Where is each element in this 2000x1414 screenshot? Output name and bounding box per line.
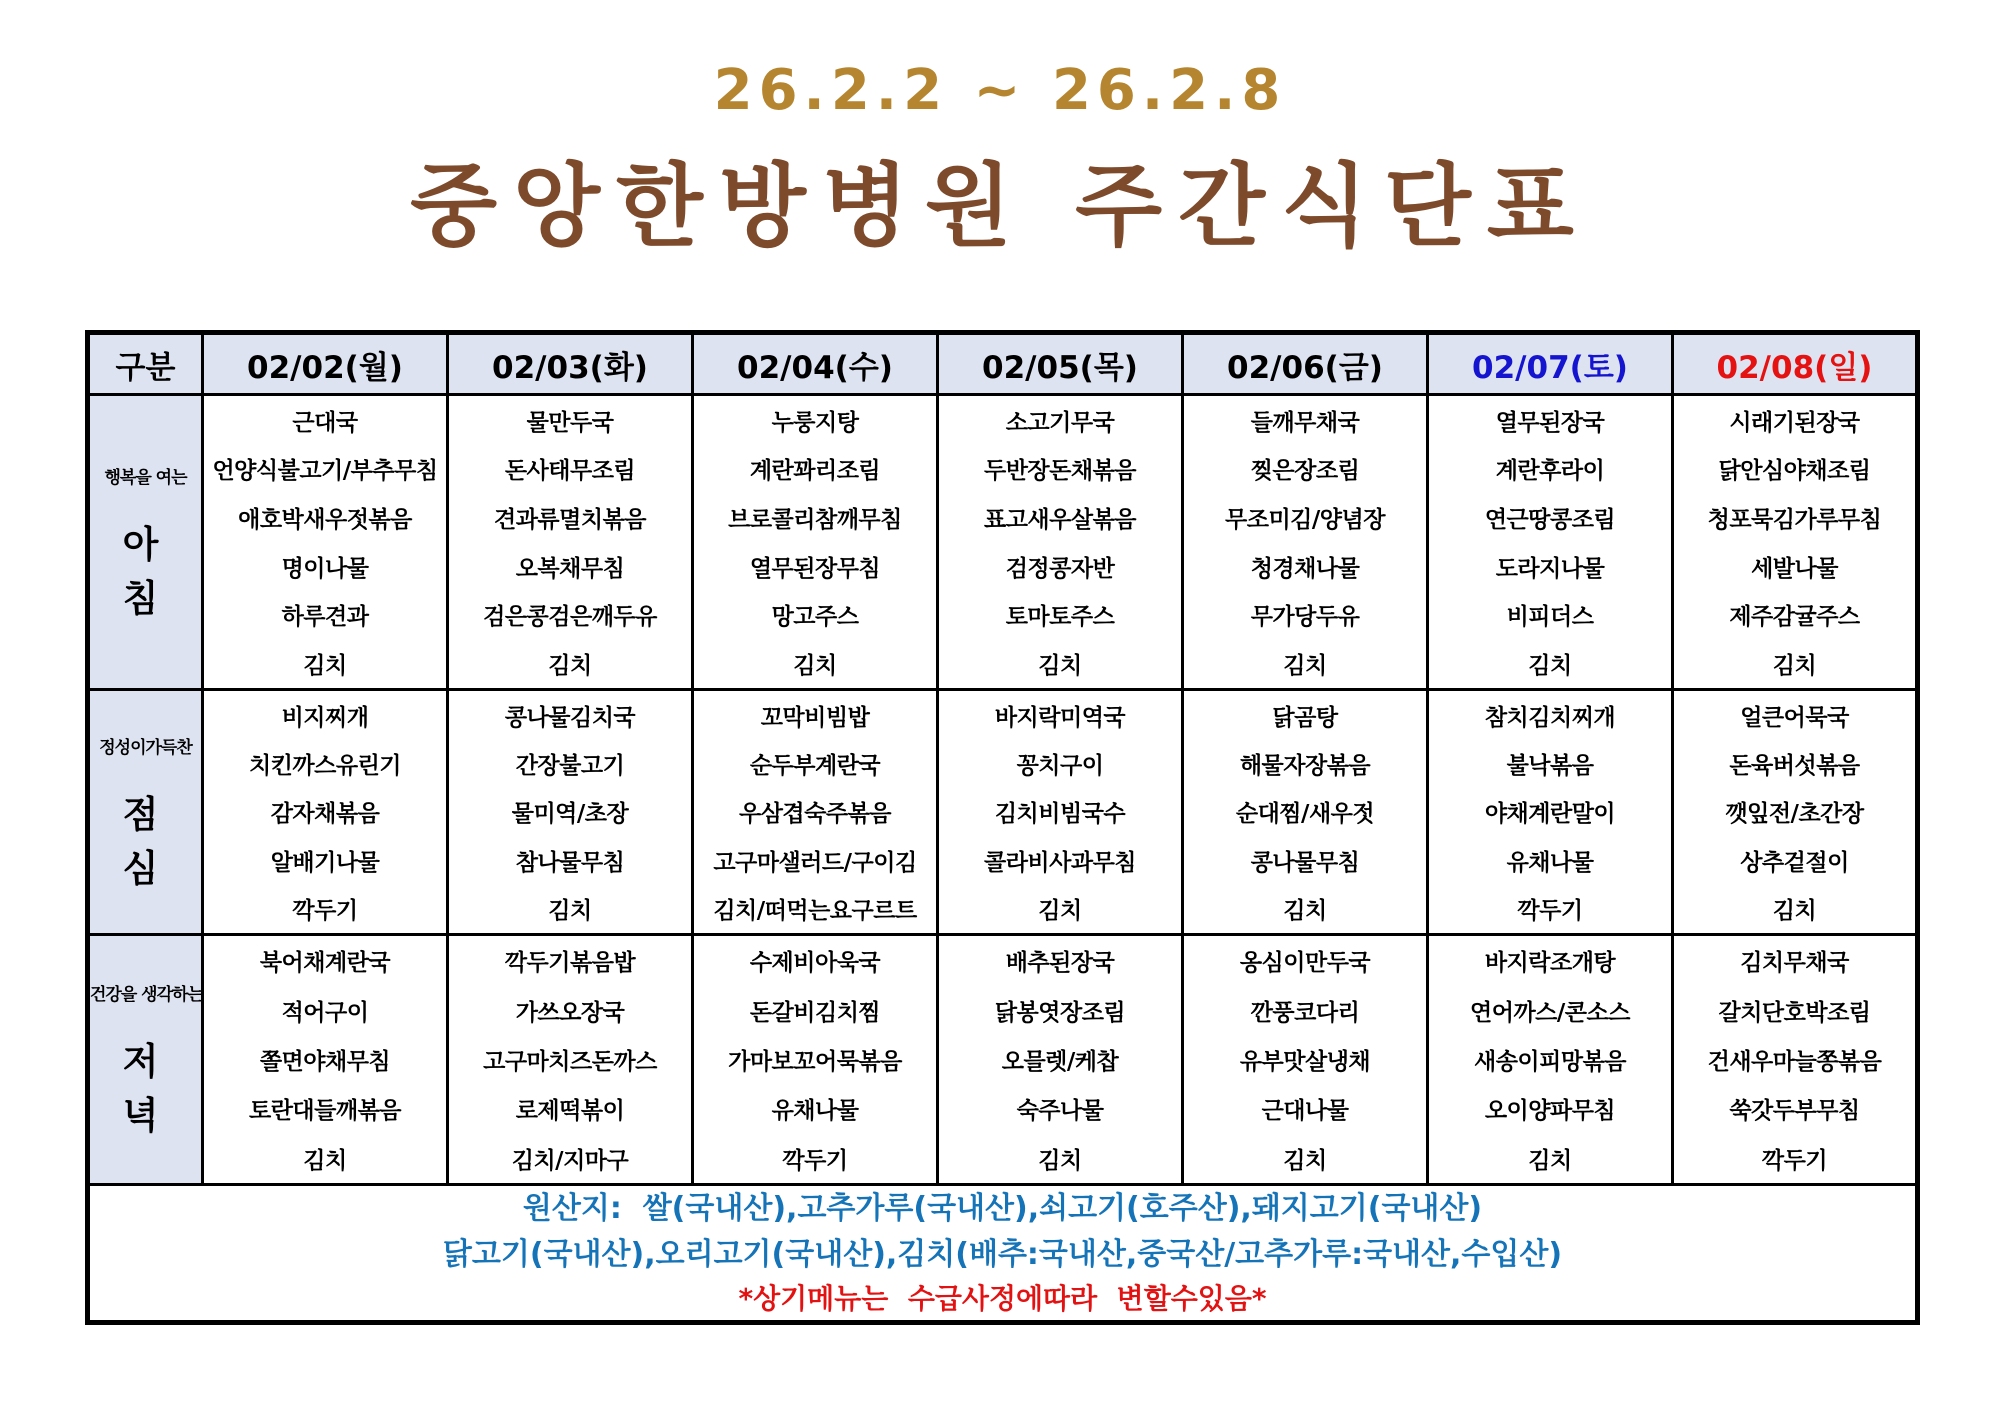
origin-info-cell bbox=[88, 1185, 1918, 1323]
menu-item: 해물자장볶음 bbox=[1239, 753, 1371, 780]
day-header-fri: 02/06(금) bbox=[1183, 333, 1428, 395]
menu-item: 언양식불고기/부추무침 bbox=[212, 458, 438, 485]
menu-item: 검은콩검은깨두유 bbox=[483, 604, 657, 631]
menu-item: 김치 bbox=[1528, 1147, 1572, 1174]
dinner-wed-cell bbox=[693, 935, 938, 1185]
menu-item: 세발나물 bbox=[1751, 555, 1838, 582]
menu-item: 표고새우살볶음 bbox=[983, 507, 1137, 534]
menu-item: 간장불고기 bbox=[515, 753, 625, 780]
menu-item: 고구마샐러드/구이김 bbox=[713, 849, 917, 876]
breakfast-sat-cell bbox=[1428, 395, 1673, 690]
menu-item: 김치 bbox=[1772, 898, 1817, 925]
menu-item: 쑥갓두부무침 bbox=[1729, 1098, 1860, 1125]
menu-item: 시래기된장국 bbox=[1729, 409, 1860, 436]
breakfast-thu-cell bbox=[938, 395, 1183, 690]
dinner-tagline: 건강을 생각하는 bbox=[90, 985, 203, 1005]
menu-item: 김치 bbox=[1038, 898, 1082, 925]
menu-item: 숙주나물 bbox=[1016, 1098, 1104, 1125]
menu-item: 야채계란말이 bbox=[1484, 801, 1616, 828]
breakfast-tue-cell bbox=[448, 395, 693, 690]
menu-item: 닭안심야채조림 bbox=[1718, 458, 1871, 485]
menu-item: 건새우마늘쫑볶음 bbox=[1707, 1048, 1882, 1075]
menu-item: 김치무채국 bbox=[1740, 950, 1849, 977]
menu-item: 갈치단호박조림 bbox=[1718, 999, 1871, 1026]
menu-item: 유채나물 bbox=[1506, 849, 1594, 876]
breakfast-tagline: 행복을 여는 bbox=[104, 467, 187, 488]
origin-line-1: 원산지: 쌀(국내산),고추가루(국내산),쇠고기(호주산),돼지고기(국내산) bbox=[522, 1191, 1483, 1226]
menu-item: 상추겉절이 bbox=[1740, 849, 1849, 876]
menu-item: 콩나물김치국 bbox=[504, 704, 636, 731]
menu-item: 김치/지마구 bbox=[511, 1147, 629, 1174]
menu-item: 애호박새우젓볶음 bbox=[238, 507, 412, 534]
menu-item: 우삼겹숙주볶음 bbox=[738, 801, 892, 828]
lunch-fri-cell bbox=[1183, 690, 1428, 935]
menu-item: 돈갈비김치찜 bbox=[749, 999, 881, 1026]
menu-item: 비지찌개 bbox=[281, 704, 369, 731]
menu-item: 돈육버섯볶음 bbox=[1729, 753, 1860, 780]
menu-item: 김치/떠먹는요구르트 bbox=[713, 898, 917, 925]
menu-item: 감자채볶음 bbox=[270, 801, 380, 828]
menu-item: 열무된장무침 bbox=[749, 555, 881, 582]
menu-item: 얼큰어묵국 bbox=[1740, 704, 1849, 731]
menu-item: 가마보꼬어묵볶음 bbox=[728, 1048, 902, 1075]
lunch-row bbox=[88, 690, 1918, 935]
footer-row bbox=[88, 1185, 1918, 1323]
menu-item: 연근땅콩조림 bbox=[1484, 507, 1616, 534]
row-label-dinner bbox=[88, 935, 203, 1185]
menu-item: 참치김치찌개 bbox=[1484, 704, 1616, 731]
menu-item: 깍두기볶음밥 bbox=[504, 950, 636, 977]
dinner-name: 저 녁 bbox=[122, 1040, 169, 1137]
menu-item: 치킨까스유린기 bbox=[248, 753, 402, 780]
menu-item: 오믈렛/케찹 bbox=[1001, 1048, 1119, 1075]
dinner-thu-cell bbox=[938, 935, 1183, 1185]
dinner-tue-cell bbox=[448, 935, 693, 1185]
menu-item: 콜라비사과무침 bbox=[983, 849, 1137, 876]
menu-item: 청경채나물 bbox=[1250, 555, 1360, 582]
menu-item: 근대국 bbox=[292, 409, 358, 436]
menu-item: 오복채무침 bbox=[515, 555, 625, 582]
breakfast-wed-cell bbox=[693, 395, 938, 690]
lunch-thu-cell bbox=[938, 690, 1183, 935]
title-block bbox=[0, 0, 2000, 263]
row-label-lunch bbox=[88, 690, 203, 935]
menu-item: 배추된장국 bbox=[1005, 950, 1115, 977]
row-label-breakfast bbox=[88, 395, 203, 690]
menu-item: 북어채계란국 bbox=[259, 950, 391, 977]
corner-header: 구분 bbox=[88, 333, 203, 395]
date-range: 26.2.2 ~ 26.2.8 bbox=[713, 58, 1287, 123]
menu-item: 열무된장국 bbox=[1495, 409, 1605, 436]
menu-item: 가쓰오장국 bbox=[515, 999, 625, 1026]
menu-item: 바지락조개탕 bbox=[1484, 950, 1616, 977]
menu-item: 적어구이 bbox=[281, 999, 369, 1026]
menu-item: 닭봉엿장조림 bbox=[994, 999, 1126, 1026]
menu-item: 김치 bbox=[1038, 653, 1082, 680]
menu-item: 소고기무국 bbox=[1005, 409, 1115, 436]
menu-item: 알배기나물 bbox=[270, 849, 380, 876]
menu-item: 바지락미역국 bbox=[994, 704, 1126, 731]
menu-item: 검정콩자반 bbox=[1005, 555, 1115, 582]
menu-item: 김치 bbox=[1772, 653, 1817, 680]
menu-item: 꼬막비빔밥 bbox=[760, 704, 870, 731]
menu-item: 망고주스 bbox=[771, 604, 859, 631]
menu-item: 깍두기 bbox=[292, 898, 358, 925]
day-header-tue: 02/03(화) bbox=[448, 333, 693, 395]
menu-item: 순대찜/새우젓 bbox=[1235, 801, 1375, 828]
menu-item: 물미역/초장 bbox=[511, 801, 629, 828]
menu-item: 닭곰탕 bbox=[1272, 704, 1338, 731]
menu-item: 제주감귤주스 bbox=[1729, 604, 1860, 631]
menu-item: 김치 bbox=[303, 653, 347, 680]
menu-item: 비피더스 bbox=[1506, 604, 1594, 631]
menu-item: 깐풍코다리 bbox=[1250, 999, 1360, 1026]
menu-item: 무가당두유 bbox=[1250, 604, 1360, 631]
dinner-mon-cell bbox=[203, 935, 448, 1185]
menu-item: 토마토주스 bbox=[1005, 604, 1115, 631]
menu-item: 새송이피망볶음 bbox=[1473, 1048, 1627, 1075]
menu-item: 깍두기 bbox=[1517, 898, 1583, 925]
menu-item: 청포묵김가루무침 bbox=[1707, 507, 1882, 534]
menu-item: 유채나물 bbox=[771, 1098, 859, 1125]
menu-item: 김치 bbox=[303, 1147, 347, 1174]
menu-item: 오이양파무침 bbox=[1484, 1098, 1616, 1125]
menu-item: 연어까스/콘소스 bbox=[1470, 999, 1630, 1026]
day-header-sun: 02/08(일) bbox=[1673, 333, 1918, 395]
menu-item: 계란후라이 bbox=[1495, 458, 1605, 485]
menu-item: 순두부계란국 bbox=[749, 753, 881, 780]
menu-item: 계란꽈리조림 bbox=[749, 458, 881, 485]
menu-item: 김치 bbox=[793, 653, 837, 680]
menu-item: 김치 bbox=[548, 898, 592, 925]
day-header-wed: 02/04(수) bbox=[693, 333, 938, 395]
menu-item: 김치비빔국수 bbox=[994, 801, 1126, 828]
page-title: 중앙한방병원 주간식단표 bbox=[410, 154, 1590, 259]
menu-item: 깍두기 bbox=[782, 1147, 848, 1174]
menu-item: 유부맛살냉채 bbox=[1239, 1048, 1371, 1075]
menu-item: 참나물무침 bbox=[515, 849, 625, 876]
lunch-tagline: 정성이가득찬 bbox=[99, 737, 192, 758]
menu-item: 브로콜리참깨무침 bbox=[728, 507, 902, 534]
menu-item: 콩나물무침 bbox=[1250, 849, 1360, 876]
menu-item: 깻잎전/초간장 bbox=[1725, 801, 1864, 828]
dinner-sat-cell bbox=[1428, 935, 1673, 1185]
menu-item: 꽁치구이 bbox=[1016, 753, 1104, 780]
lunch-sun-cell bbox=[1673, 690, 1918, 935]
day-header-thu: 02/05(목) bbox=[938, 333, 1183, 395]
menu-item: 명이나물 bbox=[281, 555, 369, 582]
menu-item: 고구마치즈돈까스 bbox=[483, 1048, 657, 1075]
weekly-menu-table bbox=[85, 330, 1920, 1325]
menu-item: 김치 bbox=[1038, 1147, 1082, 1174]
menu-item: 누룽지탕 bbox=[771, 409, 859, 436]
menu-item: 무조미김/양념장 bbox=[1225, 507, 1385, 534]
menu-item: 견과류멸치볶음 bbox=[493, 507, 647, 534]
menu-item: 도라지나물 bbox=[1495, 555, 1605, 582]
menu-item: 토란대들깨볶음 bbox=[248, 1098, 402, 1125]
lunch-name: 점 심 bbox=[122, 792, 169, 890]
menu-item: 수제비아욱국 bbox=[749, 950, 881, 977]
day-header-sat: 02/07(토) bbox=[1428, 333, 1673, 395]
lunch-mon-cell bbox=[203, 690, 448, 935]
breakfast-name: 아 침 bbox=[122, 522, 169, 620]
origin-line-2: 닭고기(국내산),오리고기(국내산),김치(배추:국내산,중국산/고추가루:국내산,수입산) bbox=[442, 1237, 1563, 1272]
menu-item: 김치 bbox=[1283, 653, 1327, 680]
breakfast-sun-cell bbox=[1673, 395, 1918, 690]
lunch-wed-cell bbox=[693, 690, 938, 935]
menu-item: 하루견과 bbox=[281, 604, 369, 631]
menu-item: 근대나물 bbox=[1261, 1098, 1349, 1125]
breakfast-fri-cell bbox=[1183, 395, 1428, 690]
menu-item: 옹심이만두국 bbox=[1239, 950, 1371, 977]
menu-item: 불낙볶음 bbox=[1506, 753, 1594, 780]
menu-item: 김치 bbox=[1283, 898, 1327, 925]
menu-item: 로제떡볶이 bbox=[515, 1098, 625, 1125]
dinner-fri-cell bbox=[1183, 935, 1428, 1185]
menu-item: 물만두국 bbox=[526, 409, 614, 436]
dinner-sun-cell bbox=[1673, 935, 1918, 1185]
menu-item: 찢은장조림 bbox=[1250, 458, 1360, 485]
dinner-row bbox=[88, 935, 1918, 1185]
menu-item: 두반장돈채볶음 bbox=[983, 458, 1137, 485]
menu-item: 들깨무채국 bbox=[1250, 409, 1360, 436]
breakfast-mon-cell bbox=[203, 395, 448, 690]
menu-change-note: *상기메뉴는 수급사정에따라 변할수있음* bbox=[738, 1282, 1267, 1315]
menu-item: 깍두기 bbox=[1761, 1147, 1828, 1174]
menu-item: 김치 bbox=[1283, 1147, 1327, 1174]
day-header-mon: 02/02(월) bbox=[203, 333, 448, 395]
header-row bbox=[88, 333, 1918, 395]
menu-item: 쫄면야채무침 bbox=[259, 1048, 391, 1075]
breakfast-row bbox=[88, 395, 1918, 690]
lunch-tue-cell bbox=[448, 690, 693, 935]
lunch-sat-cell bbox=[1428, 690, 1673, 935]
menu-item: 돈사태무조림 bbox=[504, 458, 636, 485]
menu-item: 김치 bbox=[1528, 653, 1572, 680]
menu-item: 김치 bbox=[548, 653, 592, 680]
